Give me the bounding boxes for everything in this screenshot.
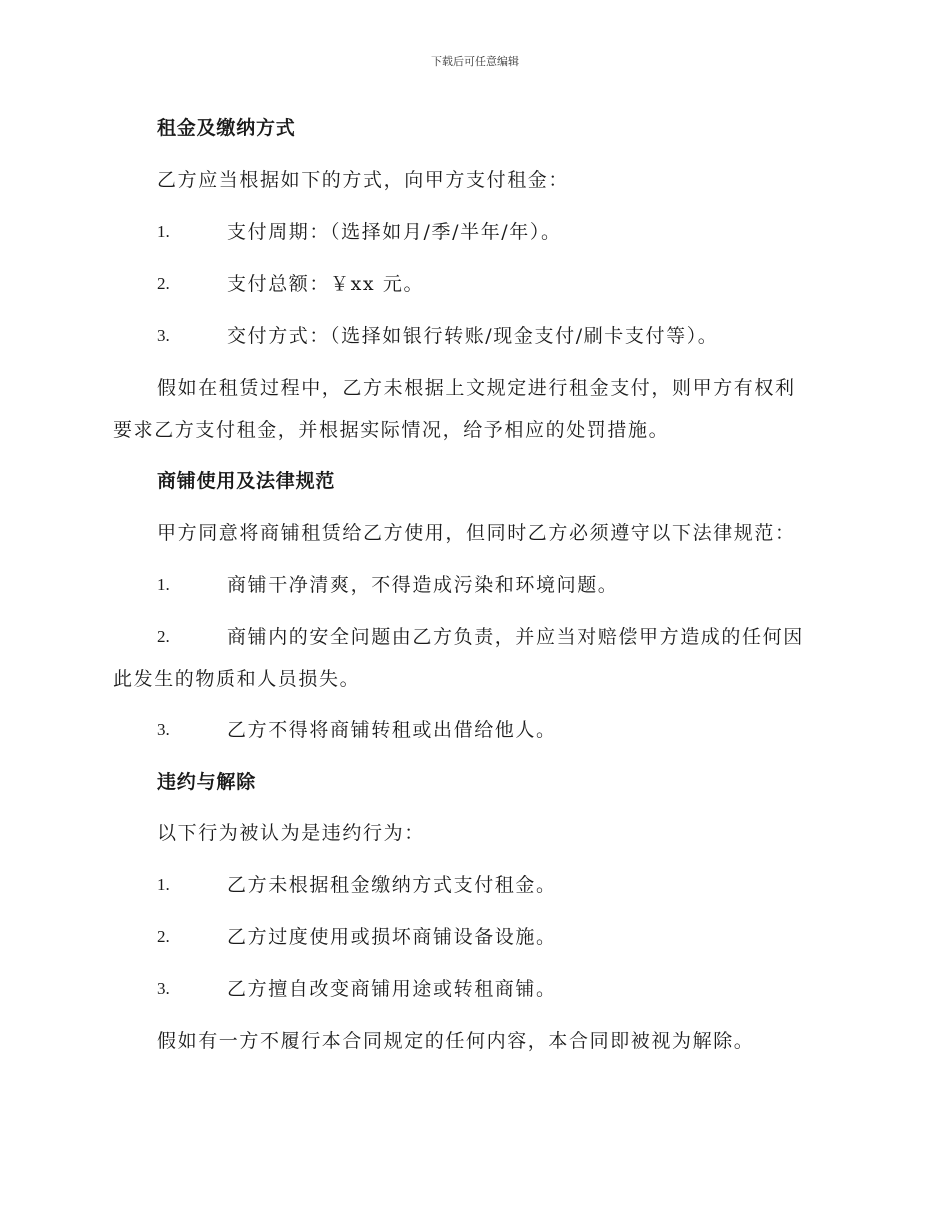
list-item: 乙方不得将商铺转租或出借给他人。 (227, 719, 557, 741)
list-item: 商铺干净清爽，不得造成污染和环境问题。 (227, 574, 619, 596)
list-number: 2. (157, 927, 170, 946)
list-number: 3. (157, 979, 170, 998)
section-title-usage: 商铺使用及法律规范 (157, 470, 336, 492)
rent-paragraph-line-1: 假如在租赁过程中，乙方未根据上文规定进行租金支付，则甲方有权利 (157, 377, 796, 399)
list-item: 交付方式：（选择如银行转账/现金支付/刷卡支付等）。 (227, 325, 719, 347)
list-item: 乙方擅自改变商铺用途或转租商铺。 (227, 978, 557, 1000)
list-number: 1. (157, 575, 170, 594)
list-item: 乙方未根据租金缴纳方式支付租金。 (227, 874, 557, 896)
list-item-continuation: 此发生的物质和人员损失。 (113, 668, 361, 690)
rent-paragraph-line-2: 要求乙方支付租金，并根据实际情况，给予相应的处罚措施。 (113, 419, 670, 441)
list-number: 2. (157, 274, 170, 293)
list-item: 商铺内的安全问题由乙方负责，并应当对赔偿甲方造成的任何因 (227, 626, 804, 648)
breach-intro: 以下行为被认为是违约行为： (157, 822, 425, 844)
list-number: 1. (157, 222, 170, 241)
breach-closing: 假如有一方不履行本合同规定的任何内容，本合同即被视为解除。 (157, 1030, 755, 1052)
list-number: 3. (157, 720, 170, 739)
list-number: 2. (157, 627, 170, 646)
usage-intro: 甲方同意将商铺租赁给乙方使用，但同时乙方必须遵守以下法律规范： (157, 522, 796, 544)
list-number: 3. (157, 326, 170, 345)
list-number: 1. (157, 875, 170, 894)
section-title-rent: 租金及缴纳方式 (157, 117, 296, 139)
section-title-breach: 违约与解除 (157, 771, 257, 793)
rent-intro: 乙方应当根据如下的方式，向甲方支付租金： (157, 169, 570, 191)
list-item: 支付总额：￥xx 元。 (227, 273, 425, 295)
list-item: 乙方过度使用或损坏商铺设备设施。 (227, 926, 557, 948)
list-item: 支付周期：（选择如月/季/半年/年）。 (227, 221, 562, 243)
page-header: 下载后可任意编辑 (431, 55, 519, 68)
